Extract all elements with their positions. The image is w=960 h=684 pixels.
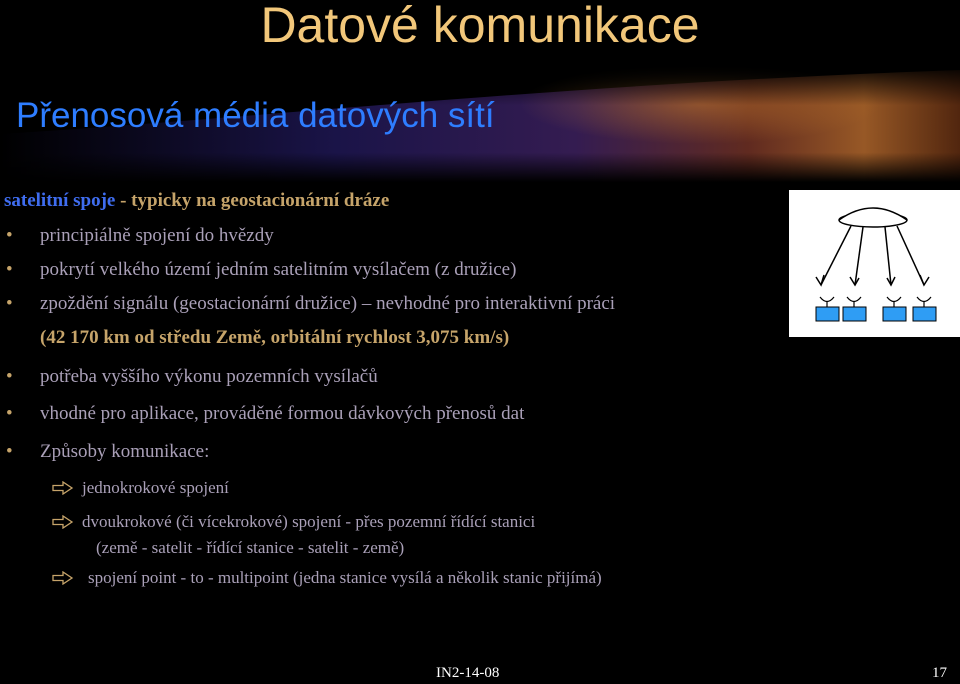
bullet-text: Způsoby komunikace: [40, 441, 210, 462]
hollow-arrow-icon [52, 481, 74, 495]
intro-line [4, 190, 389, 212]
sub-item-text: spojení point - to - multipoint (jedna stanice vysílá a několik stanic přijímá) [88, 568, 602, 587]
bullet-glyph: • [6, 441, 13, 462]
sub-item-text: jednokrokové spojení [82, 478, 229, 497]
footer-page-number: 17 [932, 665, 947, 681]
intro-rest: - typicky na geostacionární dráze [115, 190, 390, 211]
bullet-continuation: (42 170 km od středu Země, orbitální rychlost 3,075 km/s) [40, 327, 510, 348]
sub-item-continuation: (země - satelit - řídící stanice - satelit - země) [96, 538, 405, 557]
bullet-glyph: • [6, 259, 13, 280]
footer-course-code: IN2-14-08 [436, 665, 500, 681]
bullet-glyph: • [6, 403, 13, 424]
satellite-star-topology-icon [789, 190, 960, 337]
bullet-text: vhodné pro aplikace, prováděné formou dávkových přenosů dat [40, 403, 525, 424]
hollow-arrow-icon [52, 571, 74, 585]
slide-title: Datové komunikace [260, 0, 700, 53]
bullet-text: principiálně spojení do hvězdy [40, 225, 274, 246]
bullet-glyph: • [6, 366, 13, 387]
bullet-glyph: • [6, 225, 13, 246]
sub-item-text: dvoukrokové (či vícekrokové) spojení - přes pozemní řídící stanici [82, 512, 536, 531]
intro-highlight: satelitní spoje [4, 190, 116, 211]
slide-subtitle: Přenosová média datových sítí [16, 96, 495, 135]
satellite-diagram [789, 190, 960, 337]
hollow-arrow-icon [52, 515, 74, 529]
bullet-glyph: • [6, 293, 13, 314]
bullet-text: potřeba vyššího výkonu pozemních vysílačů [40, 366, 378, 387]
bullet-text: pokrytí velkého území jedním satelitním vysílačem (z družice) [40, 259, 517, 280]
bullet-text: zpoždění signálu (geostacionární družice) – nevhodné pro interaktivní práci [40, 293, 616, 314]
